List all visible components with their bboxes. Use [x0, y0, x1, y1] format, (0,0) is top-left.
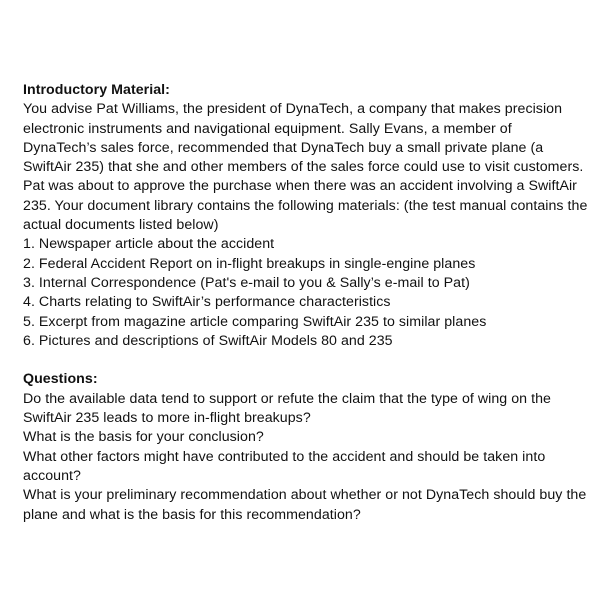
section-spacer	[23, 351, 588, 370]
questions-section	[23, 370, 588, 524]
question-text: Do the available data tend to support or refute the claim that the type of wing on the SwiftAir 235 leads to more in-flight breakups?	[23, 390, 551, 427]
question-text: What is the basis for your conclusion?	[23, 429, 264, 446]
list-item: 3. Internal Correspondence (Pat's e-mail to you & Sally’s e-mail to Pat)	[23, 274, 470, 291]
question-text: What is your preliminary recommendation about whether or not DynaTech should buy the plane and what is the basis for this recommendation?	[23, 487, 587, 523]
list-item: 1. Newspaper article about the accident	[23, 236, 275, 253]
list-item: 6. Pictures and descriptions of SwiftAir Models 80 and 235	[23, 332, 393, 349]
questions-heading: Questions:	[23, 371, 98, 388]
intro-paragraph: You advise Pat Williams, the president of DynaTech, a company that makes precision electronic instruments and navigational equipment. Sally Evans, a member of DynaTech’s sales force, recommended that DynaTech buy a small private plane (a SwiftAir 235) that she and other members of the sales force could use to visit customers. Pat was about to approve the purchase when there was an accident involving a SwiftAir 235. Your document library contains the following materials: (the test manual contains the actual documents listed below)	[23, 101, 588, 234]
question-text: What other factors might have contributed to the accident and should be taken into account?	[23, 448, 546, 484]
document-body	[23, 81, 588, 525]
intro-heading: Introductory Material:	[23, 82, 170, 98]
materials-list	[23, 235, 588, 351]
list-item: 2. Federal Accident Report on in-flight breakups in single-engine planes	[23, 255, 476, 272]
list-item: 4. Charts relating to SwiftAir’s performance characteristics	[23, 294, 391, 311]
list-item: 5. Excerpt from magazine article comparing SwiftAir 235 to similar planes	[23, 313, 487, 330]
